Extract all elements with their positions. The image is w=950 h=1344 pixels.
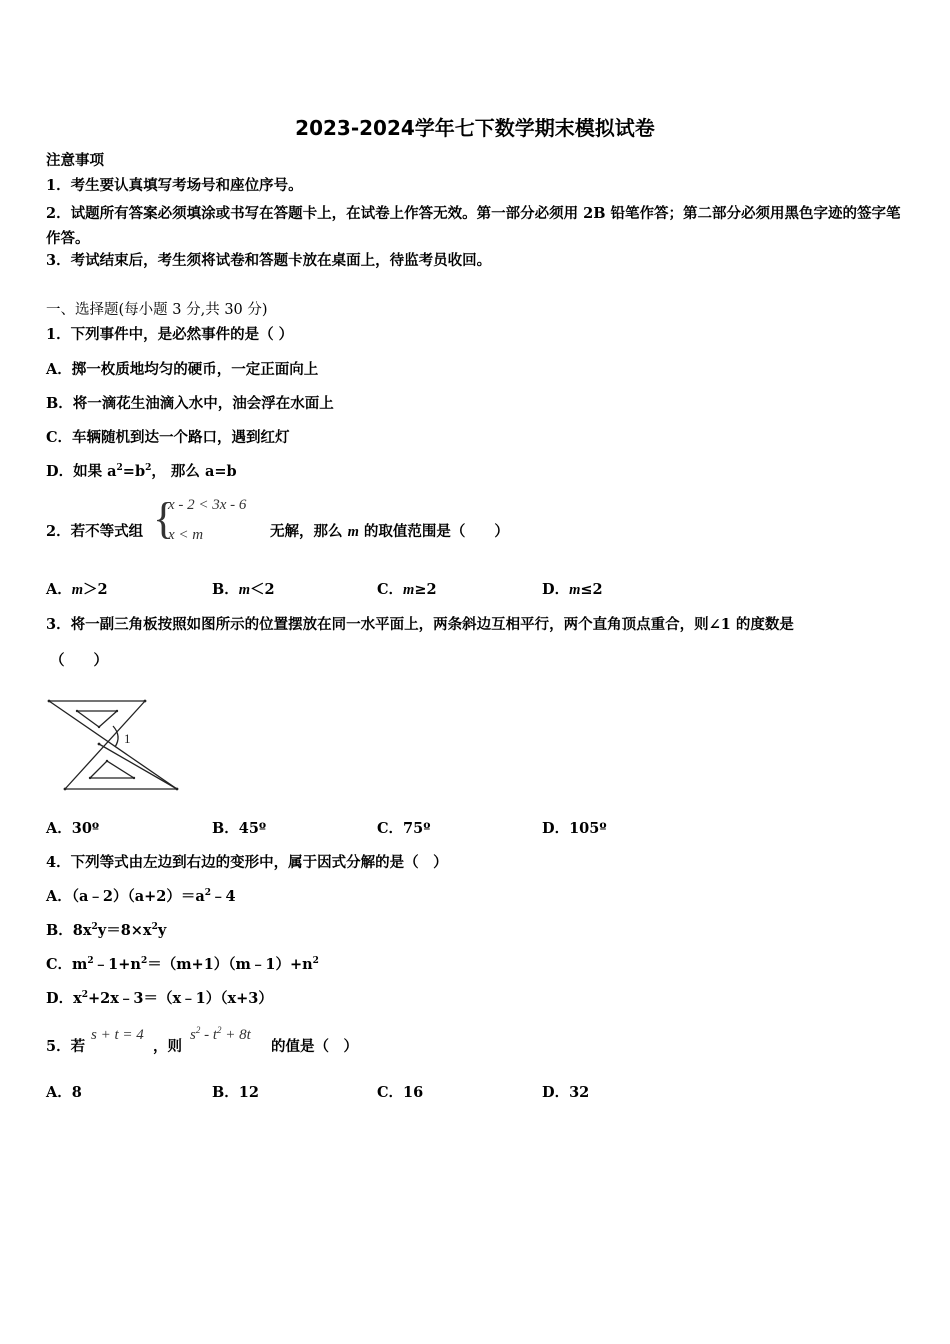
q3-option-d: D．105º xyxy=(542,820,607,837)
figure-inner-bottom-triangle xyxy=(90,761,134,778)
triangle-figure xyxy=(40,690,190,800)
q2-suffix: 无解，那么 m 的取值范围是（ ） xyxy=(270,523,509,540)
q5-option-b: B．12 xyxy=(212,1084,259,1101)
q4-option-c: C．$m^2﹣1+n^2=(m+1)(m﹣1)+n^2$ xyxy=(46,956,319,973)
figure-angle-arc xyxy=(113,726,118,747)
q5-mid: ，则 xyxy=(153,1038,182,1055)
q4-stem: 4．下列等式由左边到右边的变形中，属于因式分解的是（ ） xyxy=(46,854,448,871)
q1-option-c: C．车辆随机到达一个路口，遇到红灯 xyxy=(46,429,290,446)
notice-item-1: 1．考生要认真填写考场号和座位序号。 xyxy=(46,177,303,194)
notice-item-3: 3．考试结束后，考生须将试卷和答题卡放在桌面上，待监考员收回。 xyxy=(46,252,492,269)
q3-paren: （ ） xyxy=(50,652,108,669)
q4-option-a: A．$(a﹣2)(a+2)=a^2﹣4$ xyxy=(46,888,236,905)
q1-stem: 1．下列事件中，是必然事件的是（ ） xyxy=(46,326,294,343)
q2-brace: { xyxy=(153,494,175,543)
q3-option-b: B．45º xyxy=(212,820,267,837)
q1-option-b: B．将一滴花生油滴入水中，油会浮在水面上 xyxy=(46,395,334,412)
q2-inequality-1: x - 2 < 3x - 6 xyxy=(168,497,247,513)
notice-item-2: 2．试题所有答案必须填涂或书写在答题卡上，在试卷上作答无效。第一部分必须用 2B 铅笔作答；第二部分必须用黑色字迹的签字笔作答。 xyxy=(46,205,901,247)
q5-option-a: A．8 xyxy=(46,1084,82,1101)
q2-option-a: A．m＞2 xyxy=(46,581,108,598)
q5-expression-2: $s^2 - t^2 + 8t$ xyxy=(190,1025,251,1043)
figure-lower-side xyxy=(99,744,177,789)
q5-expression-1: s + t = 4 xyxy=(91,1027,144,1043)
page-title: 2023-2024学年七下数学期末模拟试卷 xyxy=(295,116,655,140)
q4-option-b: B．$8x^2y=8\times x^2y$ xyxy=(46,922,167,939)
q5-suffix: 的值是（ ） xyxy=(271,1038,358,1055)
q2-option-c: C．m≥2 xyxy=(377,581,437,598)
q3-option-c: C．75º xyxy=(377,820,431,837)
q5-option-d: D．32 xyxy=(542,1084,590,1101)
figure-right-diagonal xyxy=(65,701,145,789)
q5-option-c: C．16 xyxy=(377,1084,424,1101)
q4-option-d: D．$x^2+2x﹣3=(x﹣1)(x+3)$ xyxy=(46,990,273,1007)
section-heading: 一、选择题(每小题 3 分,共 30 分) xyxy=(46,302,268,318)
q5-prefix: 5．若 xyxy=(46,1038,86,1055)
q1-option-a: A．掷一枚质地均匀的硬币，一定正面向上 xyxy=(46,361,319,378)
q3-option-a: A．30º xyxy=(46,820,100,837)
q2-prefix: 2．若不等式组 xyxy=(46,523,144,540)
q1-option-d: D．如果 $a^2=b^2$， 那么 a=b xyxy=(46,463,237,480)
q2-option-b: B．m＜2 xyxy=(212,581,275,598)
notice-heading: 注意事项 xyxy=(46,152,104,169)
q3-stem: 3．将一副三角板按照如图所示的位置摆放在同一水平面上，两条斜边互相平行，两个直角顶点重合，则∠1 的度数是 xyxy=(46,616,794,633)
q2-option-d: D．m≤2 xyxy=(542,581,603,598)
q2-inequality-2: x < m xyxy=(168,527,204,543)
figure-angle-label: 1 xyxy=(124,731,131,746)
